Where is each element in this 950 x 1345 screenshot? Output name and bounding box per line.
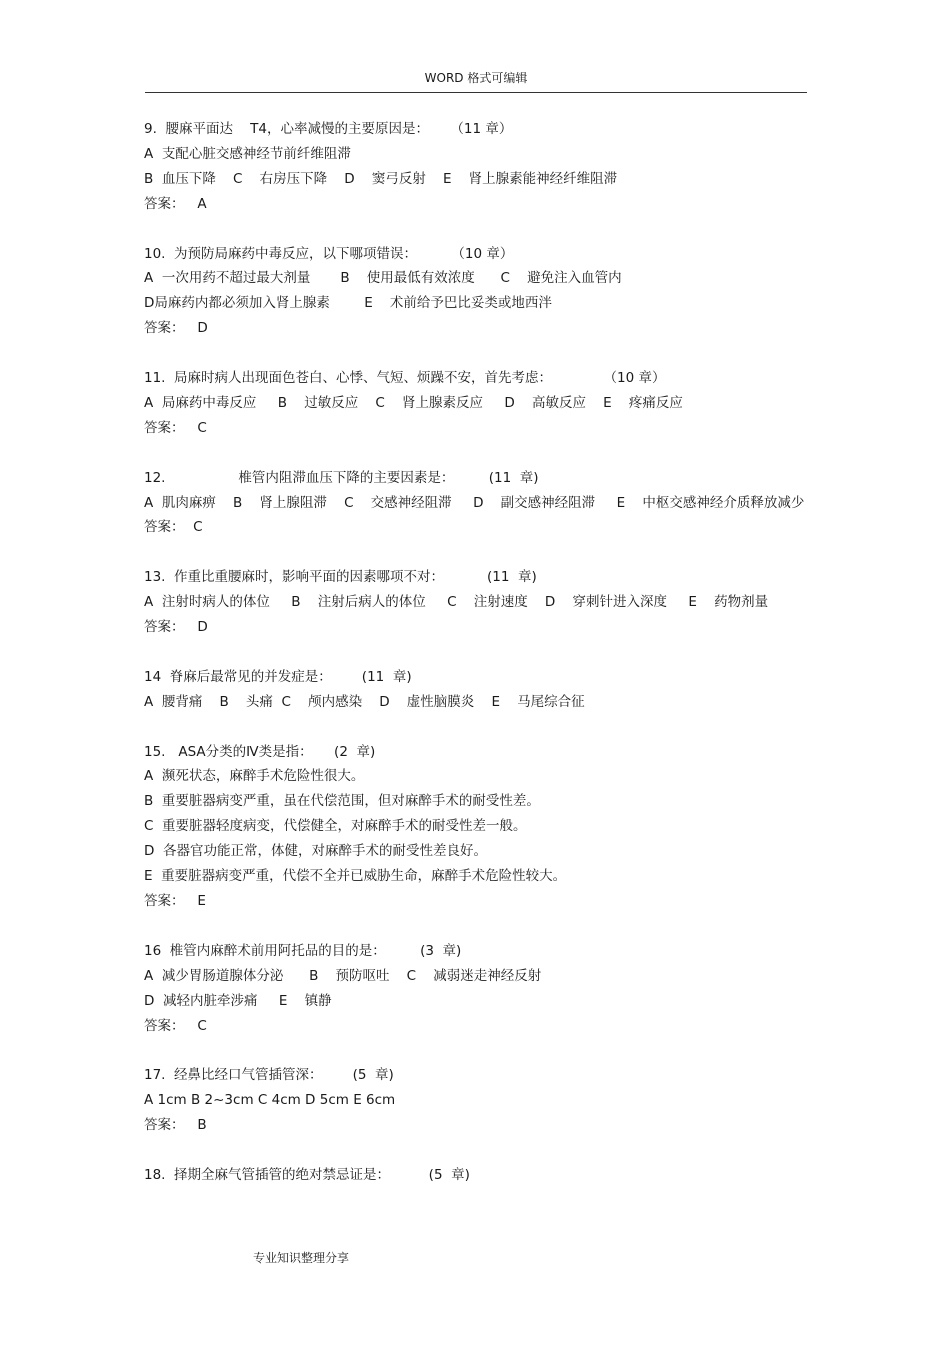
footer-text: 专业知识整理分享 xyxy=(253,1251,350,1265)
option-line: A 减少胃肠道腺体分泌 B 预防呕吐 C 减弱迷走神经反射 xyxy=(144,967,542,984)
question-title: 16 椎管内麻醉术前用阿托品的目的是： (3 章) xyxy=(144,942,462,959)
question-title: 18. 择期全麻气管插管的绝对禁忌证是： (5 章) xyxy=(144,1166,470,1183)
answer-line: 答案： C xyxy=(144,519,203,536)
page-footer xyxy=(253,1250,349,1266)
option-line: D 减轻内脏牵涉痛 E 镇静 xyxy=(144,992,332,1009)
answer-line: 答案： C xyxy=(144,419,207,436)
question-10 xyxy=(144,242,806,342)
question-12 xyxy=(144,466,806,541)
option-line: A 支配心脏交感神经节前纤维阻滞 xyxy=(144,145,351,162)
question-16 xyxy=(144,939,806,1039)
question-13 xyxy=(144,565,806,640)
question-14 xyxy=(144,665,806,715)
option-line: D局麻药内都必须加入肾上腺素 E 术前给予巴比妥类或地西泮 xyxy=(144,295,552,312)
question-title: 17. 经鼻比经口气管插管深： (5 章) xyxy=(144,1067,394,1084)
option-line: A 一次用药不超过最大剂量 B 使用最低有效浓度 C 避免注入血管内 xyxy=(144,270,622,287)
answer-line: 答案： D xyxy=(144,320,208,337)
page-header xyxy=(145,70,807,93)
option-line: C 重要脏器轻度病变，代偿健全，对麻醉手术的耐受性差一般。 xyxy=(144,818,527,835)
option-line: A 注射时病人的体位 B 注射后病人的体位 C 注射速度 D 穿刺针进入深度 E 药物剂量 xyxy=(144,594,769,611)
question-17 xyxy=(144,1063,806,1138)
option-line: A 濒死状态，麻醉手术危险性很大。 xyxy=(144,768,365,785)
question-title: 12. 椎管内阻滞血压下降的主要因素是： (11 章) xyxy=(144,469,539,486)
option-line: A 腰背痛 B 头痛 C 颅内感染 D 虚性脑膜炎 E 马尾综合征 xyxy=(144,693,585,710)
question-title: 10. 为预防局麻药中毒反应，以下哪项错误： （10 章） xyxy=(144,245,514,262)
option-line: B 重要脏器病变严重，虽在代偿范围，但对麻醉手术的耐受性差。 xyxy=(144,793,540,810)
question-list xyxy=(144,117,806,1213)
question-11 xyxy=(144,366,806,441)
option-line: A 肌肉麻痹 B 肾上腺阻滞 C 交感神经阻滞 D 副交感神经阻滞 E 中枢交感神经介质释放减少 xyxy=(144,494,805,511)
question-15 xyxy=(144,740,806,914)
question-title: 14 脊麻后最常见的并发症是： (11 章) xyxy=(144,668,412,685)
answer-line: 答案： D xyxy=(144,619,208,636)
answer-line: 答案： B xyxy=(144,1117,207,1134)
answer-line: 答案： A xyxy=(144,195,207,212)
option-line: A 1cm B 2~3cm C 4cm D 5cm E 6cm xyxy=(144,1092,396,1109)
question-title: 15. ASA分类的Ⅳ类是指： (2 章) xyxy=(144,743,376,760)
answer-line: 答案： E xyxy=(144,893,206,909)
question-title: 13. 作重比重腰麻时，影响平面的因素哪项不对： (11 章) xyxy=(144,569,537,586)
question-title: 11. 局麻时病人出现面色苍白、心悸、气短、烦躁不安，首先考虑： （10 章） xyxy=(144,370,666,387)
answer-line: 答案： C xyxy=(144,1017,207,1034)
question-title: 9. 腰麻平面达 T4，心率减慢的主要原因是： （11 章） xyxy=(144,121,513,137)
question-9 xyxy=(144,117,806,217)
option-line: E 重要脏器病变严重，代偿不全并已威胁生命，麻醉手术危险性较大。 xyxy=(144,868,567,885)
header-title: WORD 格式可编辑 xyxy=(424,71,528,85)
option-line: B 血压下降 C 右房压下降 D 窦弓反射 E 肾上腺素能神经纤维阻滞 xyxy=(144,170,618,187)
option-line: D 各器官功能正常，体健，对麻醉手术的耐受性差良好。 xyxy=(144,843,487,860)
option-line: A 局麻药中毒反应 B 过敏反应 C 肾上腺素反应 D 高敏反应 E 疼痛反应 xyxy=(144,394,683,411)
question-18 xyxy=(144,1163,806,1188)
